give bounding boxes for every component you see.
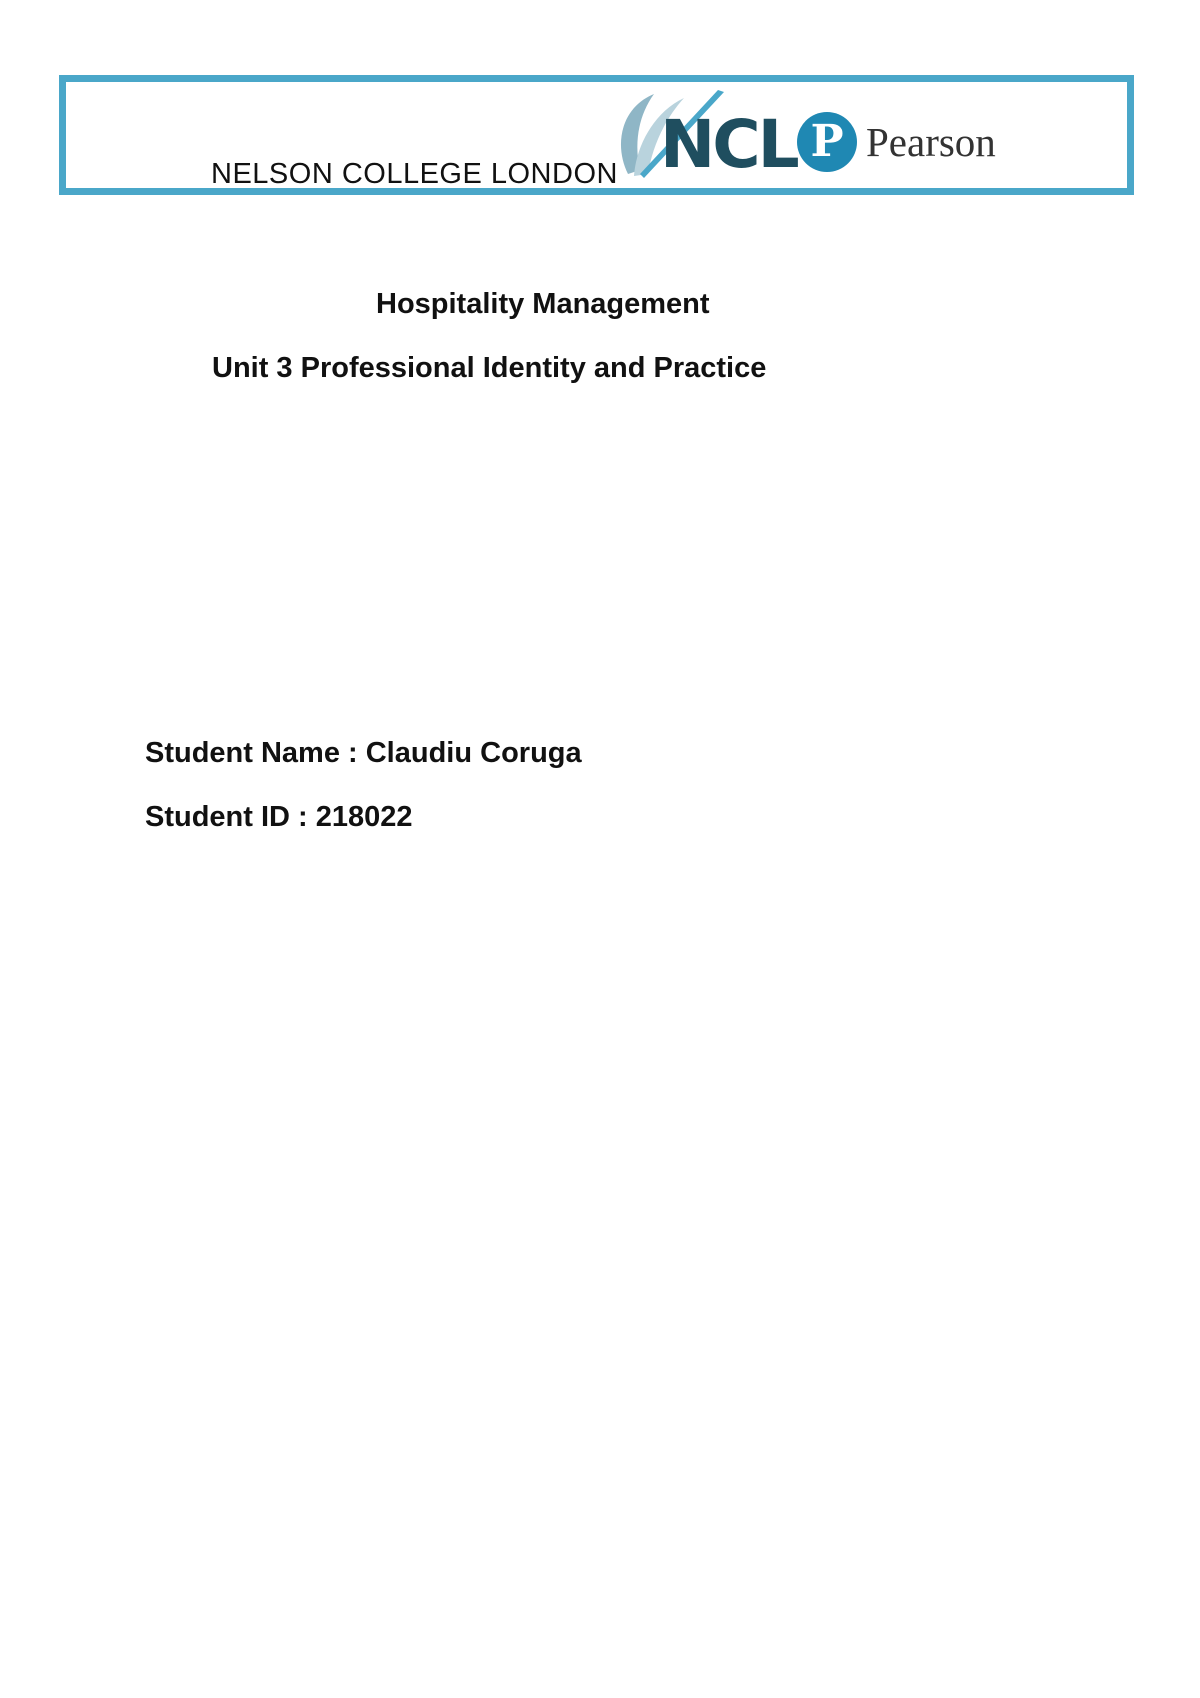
- course-title: Hospitality Management: [376, 288, 710, 320]
- header-banner: [59, 75, 1134, 195]
- pearson-logo-text: Pearson: [866, 119, 996, 165]
- student-id: Student ID : 218022: [145, 801, 413, 833]
- college-name: NELSON COLLEGE LONDON: [211, 158, 618, 190]
- pearson-logo-icon: P: [797, 112, 857, 172]
- unit-title: Unit 3 Professional Identity and Practice: [212, 352, 767, 384]
- student-name: Student Name : Claudiu Coruga: [145, 737, 582, 769]
- ncl-logo-text: NCL: [660, 106, 797, 183]
